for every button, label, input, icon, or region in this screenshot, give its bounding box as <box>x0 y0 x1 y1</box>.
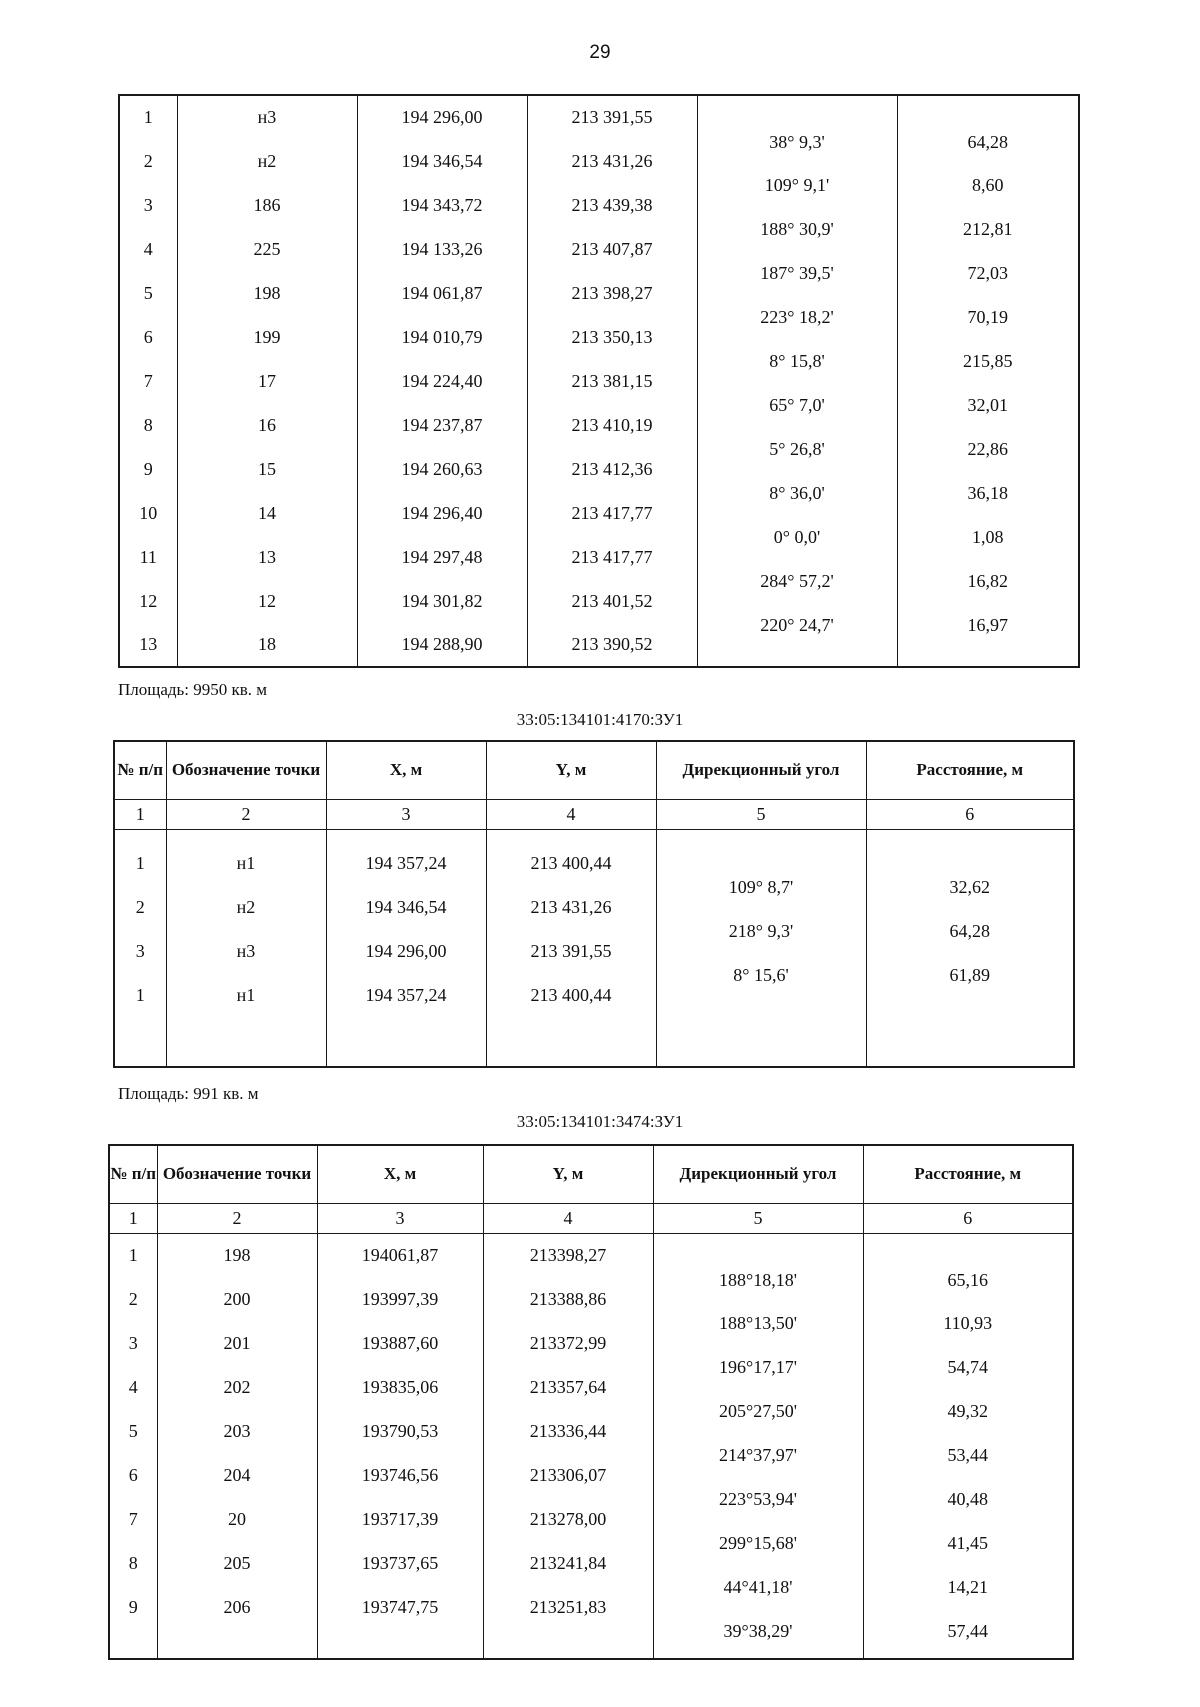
x-coordinate: 193790,53 <box>317 1409 483 1453</box>
distance-cell <box>897 403 1079 459</box>
direction-angle-cell <box>697 623 897 667</box>
distance: 16,97 <box>967 615 1008 635</box>
direction-angle-cell <box>656 841 866 897</box>
distance-cell <box>897 271 1079 327</box>
direction-angle-cell <box>653 1453 863 1509</box>
direction-angle-cell <box>697 447 897 503</box>
point-number: 3 <box>119 183 177 227</box>
direction-angle-cell <box>653 1365 863 1421</box>
direction-angle-cell <box>697 403 897 459</box>
x-coordinate: 194 296,00 <box>326 929 486 973</box>
header-y: Y, м <box>486 741 656 799</box>
column-number: 1 <box>109 1203 157 1233</box>
direction-angle: 44°41,18' <box>723 1577 793 1597</box>
distance-cell <box>897 491 1079 547</box>
point-label: н3 <box>166 929 326 973</box>
header-x: X, м <box>326 741 486 799</box>
direction-angle: 5° 26,8' <box>769 439 825 459</box>
point-number: 4 <box>109 1365 157 1409</box>
table-row <box>119 491 1079 535</box>
direction-angle-cell <box>653 1277 863 1333</box>
y-coordinate: 213 350,13 <box>527 315 697 359</box>
point-number: 2 <box>109 1277 157 1321</box>
distance-cell <box>863 1541 1073 1597</box>
direction-angle: 218° 9,3' <box>728 921 794 941</box>
direction-angle-cell <box>653 1321 863 1377</box>
point-label: 198 <box>177 271 357 315</box>
parcel-id-3: 33:05:134101:3474:ЗУ1 <box>516 1112 684 1131</box>
table-row <box>109 1233 1073 1277</box>
x-coordinate: 194 346,54 <box>326 885 486 929</box>
direction-angle-cell <box>653 1409 863 1465</box>
y-coordinate: 213398,27 <box>483 1233 653 1277</box>
point-number: 8 <box>109 1541 157 1585</box>
point-number: 9 <box>119 447 177 491</box>
point-label: н1 <box>166 973 326 1017</box>
distance: 53,44 <box>947 1445 988 1465</box>
y-coordinate: 213 417,77 <box>527 491 697 535</box>
direction-angle-cell <box>653 1585 863 1641</box>
x-coordinate: 194 301,82 <box>357 579 527 623</box>
x-coordinate: 194 296,00 <box>357 95 527 139</box>
header-no: № п/п <box>114 741 166 799</box>
point-number: 12 <box>119 579 177 623</box>
point-number: 7 <box>119 359 177 403</box>
x-coordinate: 194 288,90 <box>357 623 527 667</box>
header-y: Y, м <box>483 1145 653 1203</box>
table-row <box>109 1277 1073 1321</box>
point-number: 2 <box>119 139 177 183</box>
x-coordinate: 194 224,40 <box>357 359 527 403</box>
header-distance: Расстояние, м <box>863 1145 1073 1203</box>
y-coordinate: 213 391,55 <box>527 95 697 139</box>
distance-cell <box>863 1585 1073 1641</box>
y-coordinate: 213241,84 <box>483 1541 653 1585</box>
distance: 14,21 <box>947 1577 988 1597</box>
point-number: 3 <box>114 929 166 973</box>
direction-angle-cell <box>697 359 897 415</box>
point-label: н1 <box>166 841 326 885</box>
direction-angle-cell <box>656 973 866 1017</box>
direction-angle: 8° 36,0' <box>769 483 825 503</box>
distance-cell <box>897 227 1079 283</box>
point-label: 198 <box>157 1233 317 1277</box>
coordinates-table-continued <box>118 94 1080 668</box>
direction-angle-cell <box>653 1233 863 1290</box>
point-number: 6 <box>109 1453 157 1497</box>
distance: 65,16 <box>947 1269 988 1290</box>
direction-angle: 8° 15,8' <box>769 351 825 371</box>
point-number: 4 <box>119 227 177 271</box>
distance: 64,28 <box>949 921 990 941</box>
distance: 212,81 <box>963 219 1013 239</box>
direction-angle-cell <box>653 1541 863 1597</box>
direction-angle: 223°53,94' <box>719 1489 797 1509</box>
direction-angle: 65° 7,0' <box>769 395 825 415</box>
table-row <box>109 1585 1073 1629</box>
direction-angle: 109° 8,7' <box>728 877 794 897</box>
point-number: 2 <box>114 885 166 929</box>
point-number: 8 <box>119 403 177 447</box>
distance: 72,03 <box>967 263 1008 283</box>
point-label: 15 <box>177 447 357 491</box>
distance-cell <box>866 929 1074 985</box>
distance-cell <box>863 1277 1073 1333</box>
distance-cell <box>897 447 1079 503</box>
x-coordinate: 194 260,63 <box>357 447 527 491</box>
distance: 64,28 <box>967 132 1008 152</box>
column-number: 5 <box>653 1203 863 1233</box>
header-point-label: Обозначение точки <box>157 1145 317 1203</box>
point-number: 3 <box>109 1321 157 1365</box>
distance: 32,62 <box>949 877 990 897</box>
table-row <box>114 885 1074 929</box>
point-label: 13 <box>177 535 357 579</box>
distance: 41,45 <box>947 1533 988 1553</box>
table-row <box>119 315 1079 359</box>
direction-angle-cell <box>697 139 897 195</box>
direction-angle: 187° 39,5' <box>760 263 834 283</box>
column-numbers-row <box>114 799 1074 829</box>
distance-cell <box>897 359 1079 415</box>
x-coordinate: 194 357,24 <box>326 841 486 885</box>
table-row <box>119 359 1079 403</box>
column-number: 2 <box>166 799 326 829</box>
table-row <box>119 403 1079 447</box>
coordinates-table-parcel-3474 <box>108 1144 1074 1660</box>
direction-angle-cell <box>697 271 897 327</box>
column-number: 3 <box>326 799 486 829</box>
page-number: 29 <box>589 42 611 63</box>
distance-cell <box>897 183 1079 239</box>
column-number: 3 <box>317 1203 483 1233</box>
direction-angle: 38° 9,3' <box>769 132 825 152</box>
table-row <box>119 139 1079 183</box>
direction-angle-cell <box>697 227 897 283</box>
point-label: 12 <box>177 579 357 623</box>
distance: 40,48 <box>947 1489 988 1509</box>
direction-angle: 220° 24,7' <box>760 615 834 635</box>
point-number: 1 <box>109 1233 157 1277</box>
x-coordinate: 193887,60 <box>317 1321 483 1365</box>
direction-angle: 8° 15,6' <box>733 965 789 985</box>
point-label: 18 <box>177 623 357 667</box>
distance: 70,19 <box>967 307 1008 327</box>
point-number: 1 <box>114 973 166 1017</box>
point-label: н3 <box>177 95 357 139</box>
point-label: н2 <box>177 139 357 183</box>
distance-cell <box>866 841 1074 897</box>
table-row <box>119 183 1079 227</box>
column-number: 2 <box>157 1203 317 1233</box>
x-coordinate: 194061,87 <box>317 1233 483 1277</box>
direction-angle: 188°13,50' <box>719 1313 797 1333</box>
direction-angle: 39°38,29' <box>723 1621 793 1641</box>
x-coordinate: 194 237,87 <box>357 403 527 447</box>
distance-cell <box>897 579 1079 635</box>
point-label: 201 <box>157 1321 317 1365</box>
point-label: 202 <box>157 1365 317 1409</box>
x-coordinate: 194 357,24 <box>326 973 486 1017</box>
table-row <box>119 271 1079 315</box>
distance-cell <box>897 139 1079 195</box>
x-coordinate: 194 343,72 <box>357 183 527 227</box>
distance: 61,89 <box>949 965 990 985</box>
direction-angle: 109° 9,1' <box>764 175 830 195</box>
direction-angle: 188° 30,9' <box>760 219 834 239</box>
table-row <box>119 623 1079 667</box>
x-coordinate: 193737,65 <box>317 1541 483 1585</box>
y-coordinate: 213 410,19 <box>527 403 697 447</box>
point-number: 6 <box>119 315 177 359</box>
area-note-2: Площадь: 991 кв. м <box>118 1084 259 1103</box>
direction-angle-cell <box>697 579 897 635</box>
y-coordinate: 213 412,36 <box>527 447 697 491</box>
column-number: 5 <box>656 799 866 829</box>
table-row <box>119 579 1079 623</box>
distance-cell <box>866 885 1074 941</box>
y-coordinate: 213336,44 <box>483 1409 653 1453</box>
header-distance: Расстояние, м <box>866 741 1074 799</box>
distance-cell <box>897 95 1079 152</box>
x-coordinate: 194 010,79 <box>357 315 527 359</box>
column-number: 4 <box>486 799 656 829</box>
point-label: 206 <box>157 1585 317 1629</box>
column-number: 6 <box>863 1203 1073 1233</box>
point-number: 10 <box>119 491 177 535</box>
direction-angle: 299°15,68' <box>719 1533 797 1553</box>
distance-cell <box>863 1233 1073 1290</box>
table-row <box>119 447 1079 491</box>
distance-cell <box>897 315 1079 371</box>
direction-angle-cell <box>656 929 866 985</box>
table-row <box>119 95 1079 139</box>
column-number: 6 <box>866 799 1074 829</box>
table-row <box>109 1321 1073 1365</box>
point-number: 13 <box>119 623 177 667</box>
distance: 8,60 <box>972 175 1004 195</box>
distance-cell <box>863 1453 1073 1509</box>
direction-angle-cell <box>697 491 897 547</box>
direction-angle: 223° 18,2' <box>760 307 834 327</box>
x-coordinate: 193997,39 <box>317 1277 483 1321</box>
direction-angle-cell <box>653 1497 863 1553</box>
y-coordinate: 213 431,26 <box>527 139 697 183</box>
direction-angle: 284° 57,2' <box>760 571 834 591</box>
direction-angle-cell <box>697 183 897 239</box>
point-number: 7 <box>109 1497 157 1541</box>
coordinates-table-parcel-4170 <box>113 740 1075 1068</box>
distance-cell <box>897 623 1079 667</box>
area-note-1: Площадь: 9950 кв. м <box>118 680 268 699</box>
y-coordinate: 213306,07 <box>483 1453 653 1497</box>
x-coordinate: 193835,06 <box>317 1365 483 1409</box>
y-coordinate: 213388,86 <box>483 1277 653 1321</box>
table-row <box>109 1497 1073 1541</box>
distance-cell <box>863 1321 1073 1377</box>
point-number: 5 <box>119 271 177 315</box>
point-label: 20 <box>157 1497 317 1541</box>
direction-angle: 0° 0,0' <box>773 527 821 547</box>
distance: 110,93 <box>943 1313 993 1333</box>
point-number: 11 <box>119 535 177 579</box>
distance: 49,32 <box>947 1401 988 1421</box>
point-label: 186 <box>177 183 357 227</box>
point-label: 17 <box>177 359 357 403</box>
distance: 57,44 <box>947 1621 988 1641</box>
distance: 32,01 <box>967 395 1008 415</box>
point-label: н2 <box>166 885 326 929</box>
y-coordinate: 213 400,44 <box>486 973 656 1017</box>
distance-cell <box>897 535 1079 591</box>
direction-angle: 196°17,17' <box>719 1357 797 1377</box>
direction-angle-cell <box>697 95 897 152</box>
table-row <box>109 1409 1073 1453</box>
column-number: 1 <box>114 799 166 829</box>
direction-angle-cell <box>656 885 866 941</box>
table-row <box>109 1453 1073 1497</box>
y-coordinate: 213 417,77 <box>527 535 697 579</box>
point-label: 16 <box>177 403 357 447</box>
point-number: 9 <box>109 1585 157 1629</box>
y-coordinate: 213 391,55 <box>486 929 656 973</box>
table-row <box>109 1365 1073 1409</box>
point-label: 203 <box>157 1409 317 1453</box>
x-coordinate: 193746,56 <box>317 1453 483 1497</box>
y-coordinate: 213 400,44 <box>486 841 656 885</box>
point-number: 1 <box>114 841 166 885</box>
x-coordinate: 194 297,48 <box>357 535 527 579</box>
distance: 16,82 <box>967 571 1008 591</box>
distance-cell <box>863 1497 1073 1553</box>
point-number: 5 <box>109 1409 157 1453</box>
y-coordinate: 213 407,87 <box>527 227 697 271</box>
point-label: 225 <box>177 227 357 271</box>
table-row <box>114 929 1074 973</box>
header-angle: Дирекционный угол <box>656 741 866 799</box>
x-coordinate: 194 346,54 <box>357 139 527 183</box>
y-coordinate: 213 390,52 <box>527 623 697 667</box>
table-row <box>119 535 1079 579</box>
x-coordinate: 193747,75 <box>317 1585 483 1629</box>
direction-angle-cell <box>697 535 897 591</box>
table-row <box>114 973 1074 1017</box>
distance: 22,86 <box>967 439 1008 459</box>
direction-angle: 188°18,18' <box>719 1269 797 1290</box>
column-number: 4 <box>483 1203 653 1233</box>
table-row <box>109 1541 1073 1585</box>
y-coordinate: 213 398,27 <box>527 271 697 315</box>
header-no: № п/п <box>109 1145 157 1203</box>
y-coordinate: 213 439,38 <box>527 183 697 227</box>
point-number: 1 <box>119 95 177 139</box>
distance: 36,18 <box>967 483 1008 503</box>
y-coordinate: 213357,64 <box>483 1365 653 1409</box>
table-row <box>114 841 1074 885</box>
x-coordinate: 194 296,40 <box>357 491 527 535</box>
y-coordinate: 213 431,26 <box>486 885 656 929</box>
y-coordinate: 213372,99 <box>483 1321 653 1365</box>
point-label: 14 <box>177 491 357 535</box>
distance-cell <box>863 1409 1073 1465</box>
direction-angle: 214°37,97' <box>719 1445 797 1465</box>
point-label: 200 <box>157 1277 317 1321</box>
y-coordinate: 213251,83 <box>483 1585 653 1629</box>
point-label: 199 <box>177 315 357 359</box>
point-label: 205 <box>157 1541 317 1585</box>
direction-angle: 205°27,50' <box>719 1401 797 1421</box>
x-coordinate: 193717,39 <box>317 1497 483 1541</box>
point-label: 204 <box>157 1453 317 1497</box>
y-coordinate: 213 381,15 <box>527 359 697 403</box>
distance: 215,85 <box>963 351 1013 371</box>
distance-cell <box>863 1365 1073 1421</box>
header-angle: Дирекционный угол <box>653 1145 863 1203</box>
y-coordinate: 213 401,52 <box>527 579 697 623</box>
x-coordinate: 194 061,87 <box>357 271 527 315</box>
table-row <box>119 227 1079 271</box>
x-coordinate: 194 133,26 <box>357 227 527 271</box>
header-point-label: Обозначение точки <box>166 741 326 799</box>
y-coordinate: 213278,00 <box>483 1497 653 1541</box>
direction-angle-cell <box>697 315 897 371</box>
distance: 1,08 <box>972 527 1004 547</box>
distance: 54,74 <box>947 1357 988 1377</box>
header-x: X, м <box>317 1145 483 1203</box>
column-numbers-row <box>109 1203 1073 1233</box>
parcel-id-2: 33:05:134101:4170:ЗУ1 <box>516 710 684 729</box>
distance-cell <box>866 973 1074 1017</box>
